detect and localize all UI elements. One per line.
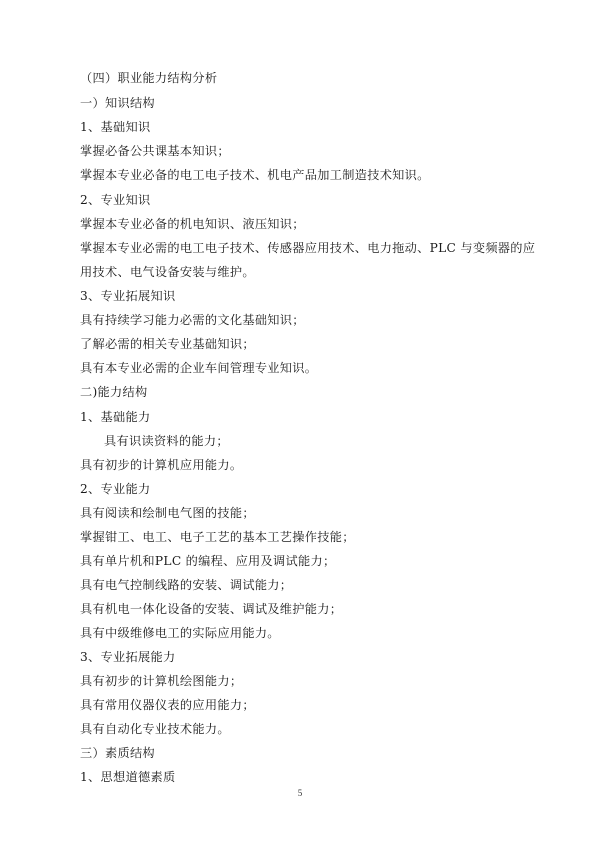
section-heading: （四）职业能力结构分析 [80, 71, 218, 85]
text-line: 具有持续学习能力必需的文化基础知识； [80, 313, 305, 327]
text-line: 具有常用仪器仪表的应用能力； [80, 698, 255, 712]
text-line: 掌握本专业必备的电工电子技术、机电产品加工制造技术知识。 [80, 168, 430, 182]
text-line: 了解必需的相关专业基础知识； [80, 337, 255, 351]
text-line: 具有识读资料的能力； [104, 434, 229, 448]
text-line: 用技术、电气设备安装与维护。 [80, 265, 255, 279]
text-line: 具有电气控制线路的安装、调试能力； [80, 578, 293, 592]
text-line: 具有机电一体化设备的安装、调试及维护能力； [80, 602, 343, 616]
text-line: 具有自动化专业技术能力。 [80, 722, 230, 736]
text-line: 具有阅读和绘制电气图的技能； [80, 506, 255, 520]
subsection-heading: 二)能力结构 [80, 385, 148, 399]
item-heading: 3、专业拓展能力 [80, 650, 176, 664]
text-line: 具有初步的计算机应用能力。 [80, 458, 243, 472]
item-heading: 3、专业拓展知识 [80, 289, 176, 303]
text-line: 具有中级维修电工的实际应用能力。 [80, 626, 280, 640]
page-number: 5 [297, 788, 303, 798]
text-line: 具有单片机和PLC 的编程、应用及调试能力； [80, 554, 336, 568]
text-line: 掌握钳工、电工、电子工艺的基本工艺操作技能； [80, 530, 355, 544]
text-line: 掌握本专业必备的机电知识、液压知识； [80, 217, 305, 231]
item-heading: 2、专业知识 [80, 193, 151, 207]
item-heading: 1、基础能力 [80, 410, 151, 424]
item-heading: 1、思想道德素质 [80, 770, 176, 784]
text-line: 具有初步的计算机绘图能力； [80, 674, 243, 688]
subsection-heading: 三）素质结构 [80, 746, 155, 760]
item-heading: 2、专业能力 [80, 482, 151, 496]
text-line: 掌握本专业必需的电工电子技术、传感器应用技术、电力拖动、PLC 与变频器的应 [80, 241, 536, 255]
subsection-heading: 一）知识结构 [80, 96, 155, 110]
text-line: 具有本专业必需的企业车间管理专业知识。 [80, 361, 318, 375]
item-heading: 1、基础知识 [80, 120, 151, 134]
text-line: 掌握必备公共课基本知识； [80, 144, 230, 158]
